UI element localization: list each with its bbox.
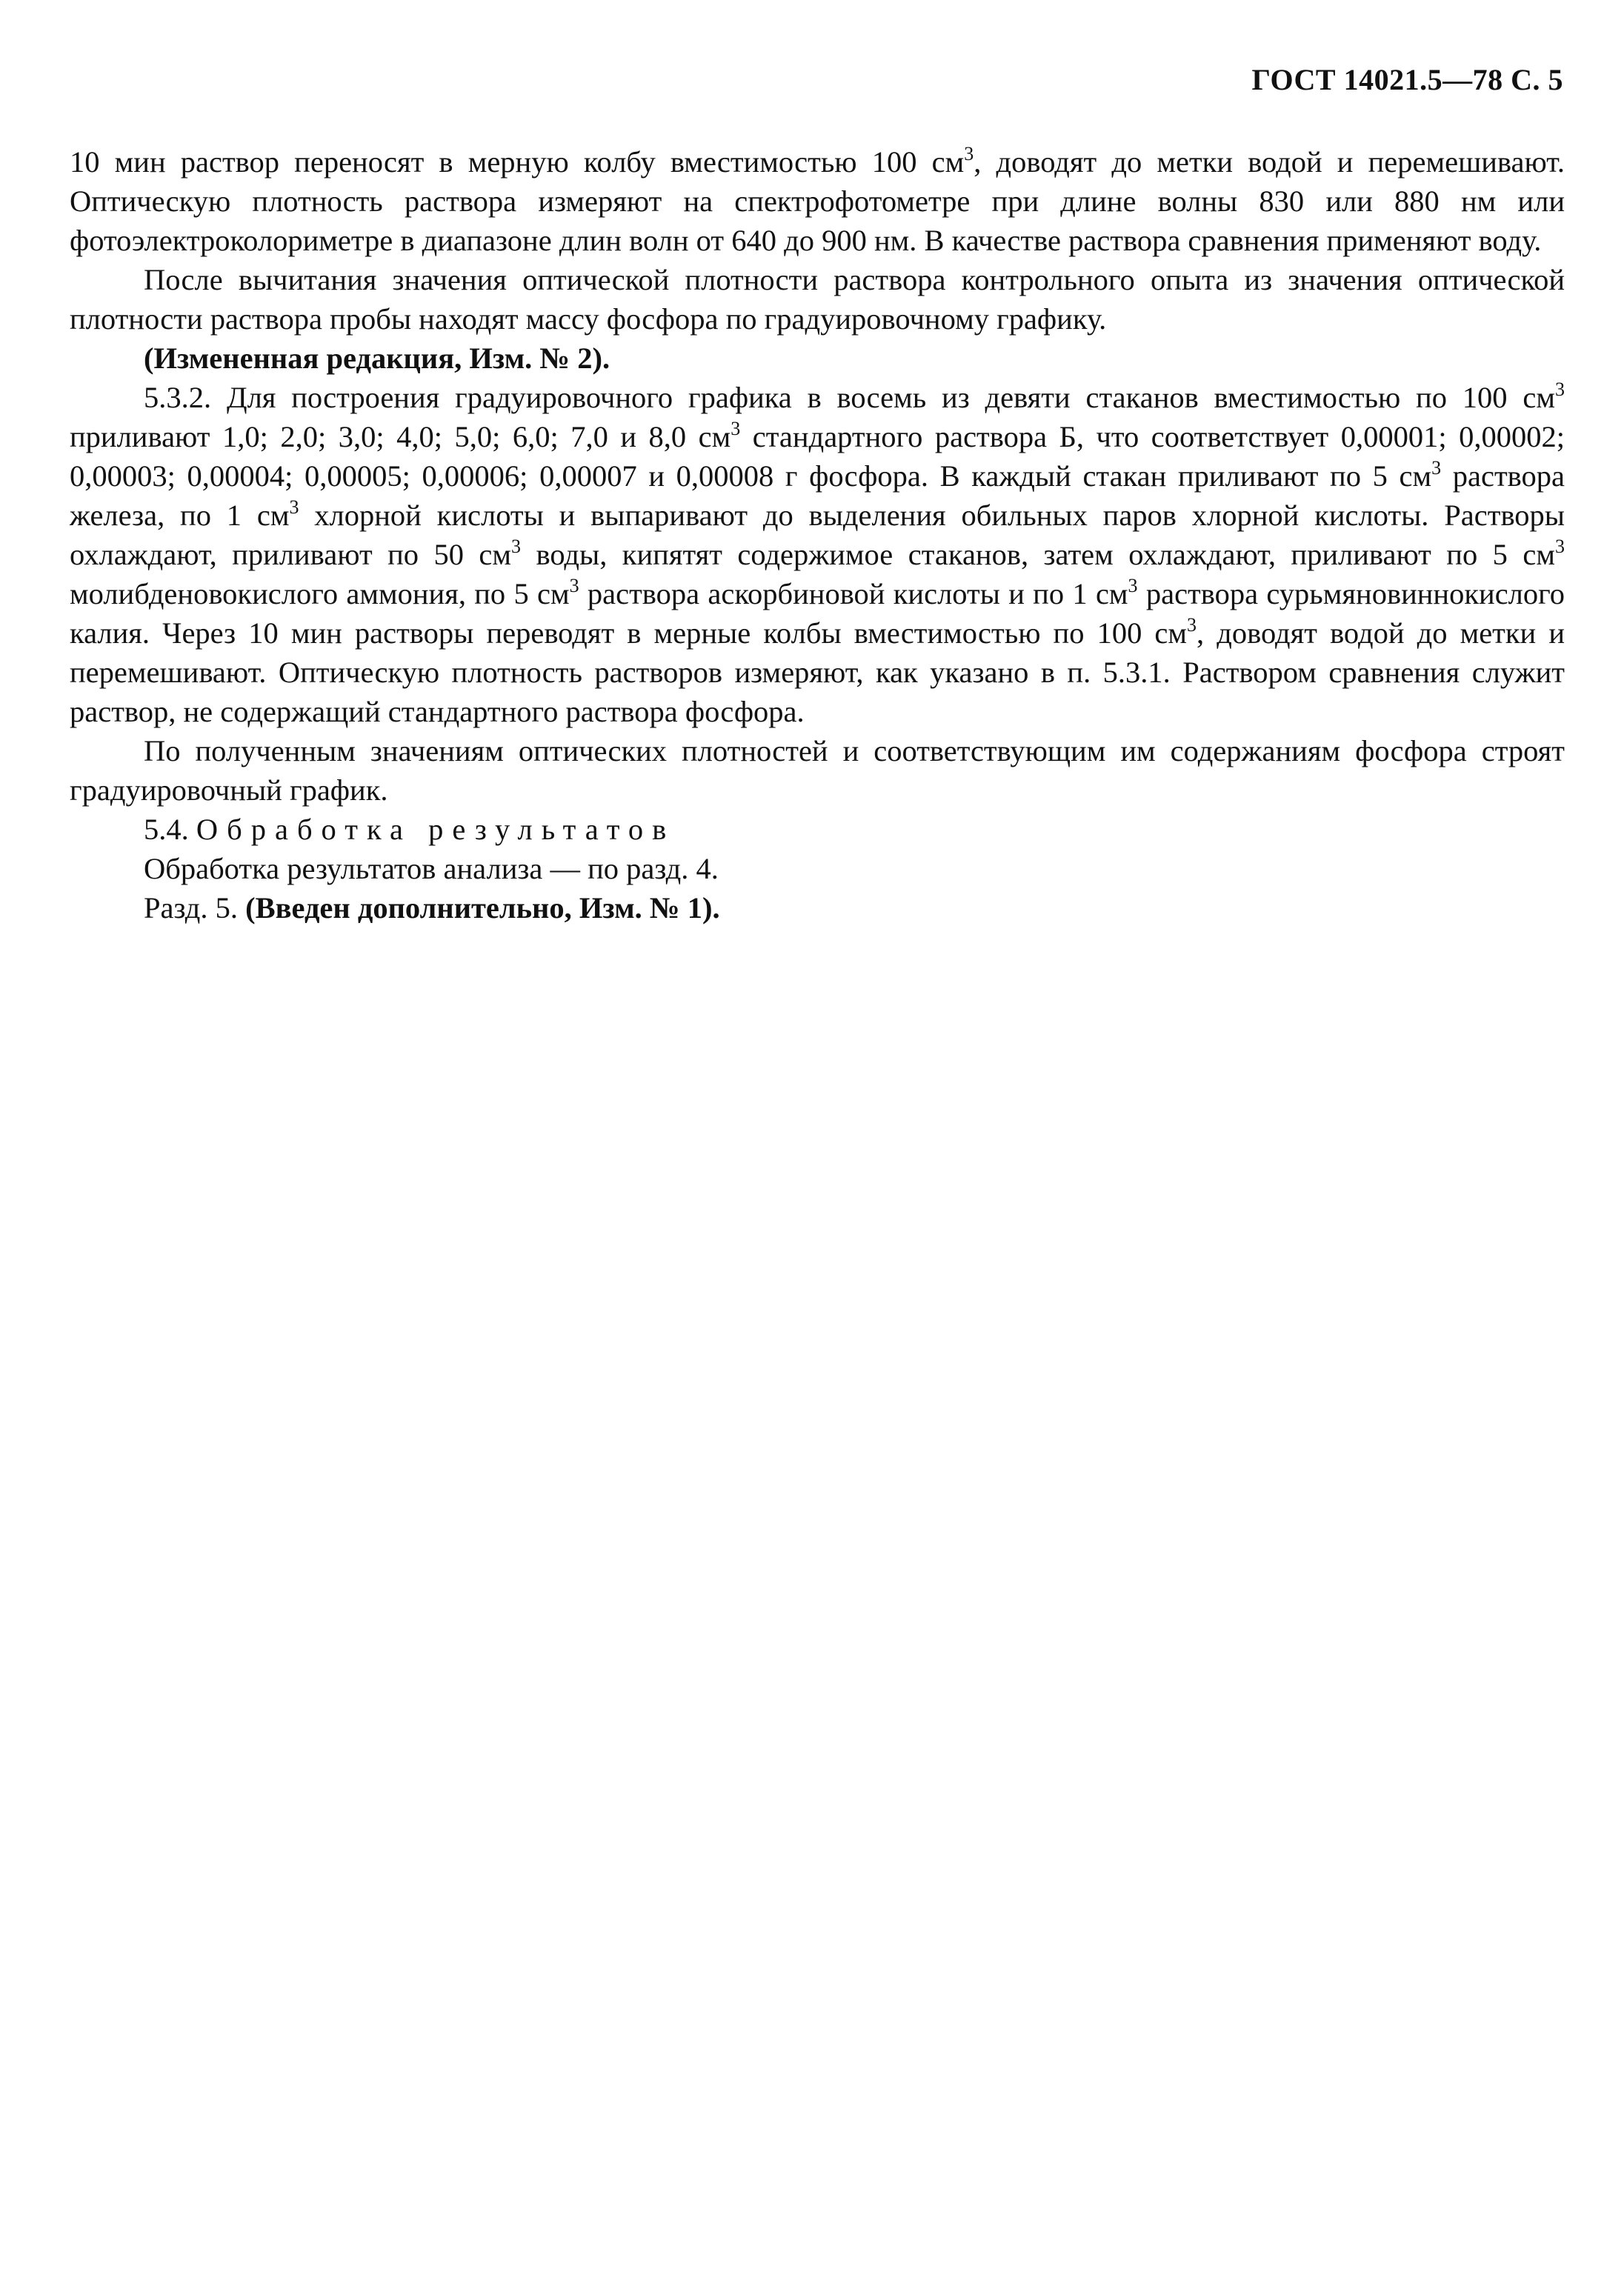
- paragraph-continuation: 10 мин раствор переносят в мерную колбу вместимостью 100 $см^3$, доводят до метки водой и перемешивают. Оптическую плотность раствора измеряют на спектрофотометре при длине волны 830 или 880 нм или фотоэлектроколориметре в диапазоне длин волн от 640 до 900 нм. В качестве раствора сравнения применяют воду.: [70, 143, 1565, 257]
- paragraph-calibration-graph: По полученным значениям оптических плотностей и соответствующим им содержаниям фосфора строят градуировочный график.: [70, 734, 1565, 807]
- document-body: [70, 142, 1565, 927]
- clause-5-3-2: 5.3.2. Для построения градуировочного графика в восемь из девяти стаканов вместимостью по 100 $см^3$ приливают 1,0; 2,0; 3,0; 4,0; 5,0; 6,0; 7,0 и 8,0 $см^3$ стандартного раствора Б, что соответствует 0,00001; 0,00002; 0,00003; 0,00004; 0,00005; 0,00006; 0,00007 и 0,00008 г фосфора. В каждый стакан приливают по 5 $см^3$ раствора железа, по 1 $см^3$ хлорной кислоты и выпаривают до выделения обильных паров хлорной кислоты. Растворы охлаждают, приливают по 50 $см^3$ воды, кипятят содержимое стаканов, затем охлаждают, приливают по 5 $см^3$ молибденовокислого аммония, по 5 $см^3$ раствора аскорбиновой кислоты и по 1 $см^3$ раствора сурьмяновиннокислого калия. Через 10 мин растворы переводят в мерные колбы вместимостью по 100 $см^3$, доводят водой до метки и перемешивают. Оптическую плотность растворов измеряют, как указано в п. 5.3.1. Раствором сравнения служит раствор, не содержащий стандартного раствора фосфора.: [70, 379, 1565, 728]
- paragraph-results-processing: Обработка результатов анализа — по разд. 4.: [144, 852, 719, 885]
- amendment-note-2: (Измененная редакция, Изм. № 2).: [144, 342, 610, 375]
- page-header: ГОСТ 14021.5—78 С. 5: [1251, 63, 1563, 96]
- amendment-note-1: Разд. 5. (Введен дополнительно, Изм. № 1).: [144, 891, 720, 925]
- paragraph-subtraction: После вычитания значения оптической плотности раствора контрольного опыта из значения оптической плотности раствора пробы находят массу фосфора по градуировочному графику.: [70, 263, 1565, 336]
- section-5-4-heading: 5.4. Обработка результатов: [144, 813, 676, 846]
